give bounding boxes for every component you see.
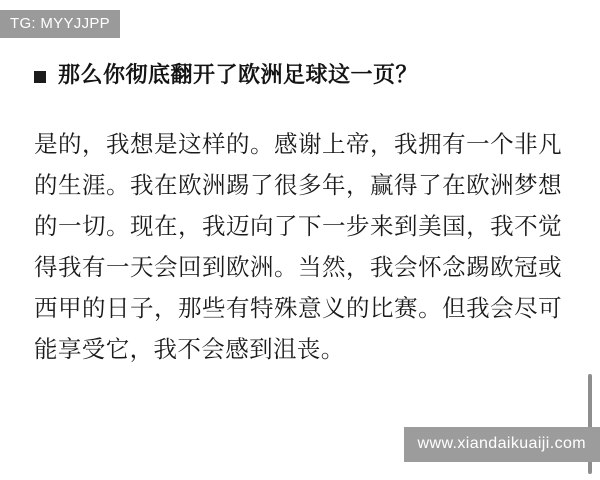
question-heading <box>34 62 572 91</box>
site-watermark: www.xiandaikuaiji.com <box>404 427 600 462</box>
telegram-handle-badge: TG: MYYJJPP <box>0 10 120 38</box>
question-heading-text: 那么你彻底翻开了欧洲足球这一页？ <box>58 63 419 88</box>
answer-paragraph: 是的，我想是这样的。感谢上帝，我拥有一个非凡的生涯。我在欧洲踢了很多年，赢得了在欧洲梦想的一切。现在，我迈向了下一步来到美国，我不觉得我有一天会回到欧洲。当然，我会怀念踢欧冠或西甲的日子，那些有特殊意义的比赛。但我会尽可能享受它，我不会感到沮丧。 <box>34 130 562 363</box>
square-bullet-icon <box>34 71 46 83</box>
